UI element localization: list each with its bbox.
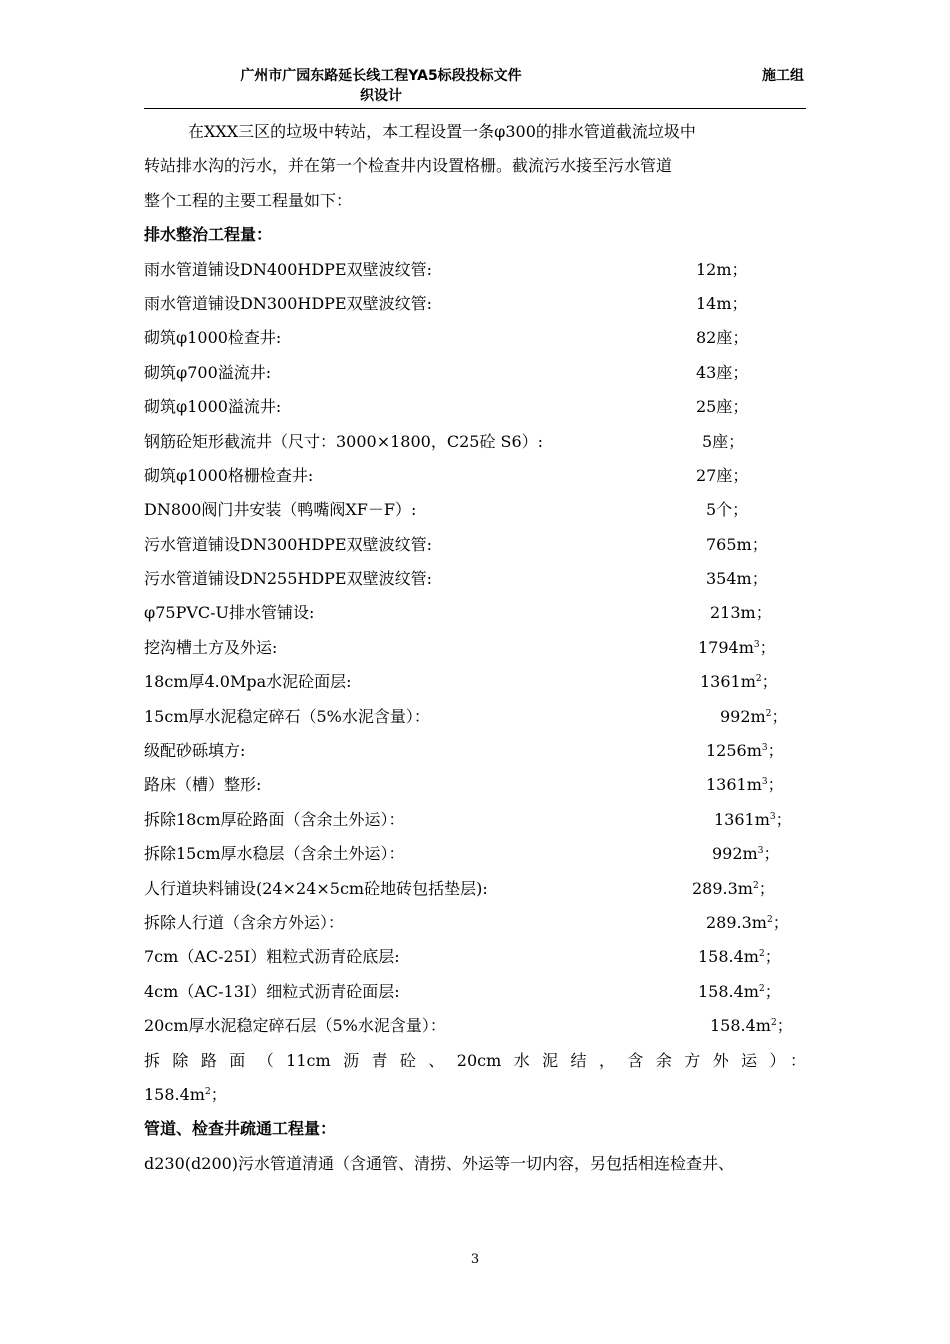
quantity-item-label: 砌筑φ1000溢流井: — [144, 397, 282, 417]
section-title-dredging: 管道、检查井疏通工程量： — [144, 1119, 337, 1139]
quantity-item-label: 挖沟槽土方及外运: — [144, 637, 278, 657]
quantity-item-value: $1361m^2$； — [700, 672, 778, 692]
quantity-item-value: $158.4m^2$； — [698, 947, 781, 967]
quantity-item-value: $1361m^3$； — [714, 809, 792, 829]
quantity-item-value: $158.4m^2$； — [710, 1016, 793, 1036]
quantity-item-value: $158.4m^2$； — [698, 981, 781, 1001]
quantity-item-value: $992m^2$； — [720, 706, 788, 726]
dredging-line-1: d230(d200)污水管道清通（含通管、清捞、外运等一切内容，另包括相连检查井、 — [144, 1153, 735, 1173]
quantity-item-value: $1794m^3$； — [698, 637, 776, 657]
quantity-item-label: 拆除人行道（含余方外运）： — [144, 912, 345, 932]
section-title-drainage: 排水整治工程量： — [144, 225, 273, 245]
quantity-item — [144, 253, 806, 287]
quantity-item-value: 43座； — [696, 362, 749, 382]
quantity-item-label: 砌筑φ1000检查井: — [144, 328, 282, 348]
quantity-item — [144, 493, 806, 527]
quantity-item-value: $992m^3$； — [712, 844, 780, 864]
intro-line-3: 整个工程的主要工程量如下： — [144, 190, 353, 210]
quantity-item-label: 20cm厚水泥稳定碎石层（5%水泥含量）： — [144, 1016, 446, 1036]
quantity-item-value: 12m； — [696, 259, 748, 279]
quantity-item-label: 15cm厚水泥稳定碎石（5%水泥含量）： — [144, 706, 430, 726]
quantity-item-long-label: 拆除路面（11cm沥青砼、20cm水泥结，含余方外运）： — [144, 1050, 806, 1070]
quantity-item-value: $289.3m^2$； — [706, 912, 789, 932]
quantity-item-label: 4cm（AC-13Ⅰ）细粒式沥青砼面层: — [144, 981, 400, 1001]
quantity-item — [144, 356, 806, 390]
quantity-item-label: 污水管道铺设DN300HDPE双壁波纹管: — [144, 534, 432, 554]
quantity-item-label: 人行道块料铺设(24×24×5cm砼地砖包括垫层): — [144, 878, 488, 898]
quantity-item — [144, 734, 806, 768]
quantity-item-value: $1361m^3$； — [706, 775, 784, 795]
document-body — [144, 115, 806, 1181]
quantity-item-long-value: $158.4m^2$； — [144, 1084, 227, 1104]
quantity-item-value: 354m； — [706, 569, 768, 589]
header-title-line2: 织设计 — [360, 88, 402, 104]
quantity-item — [144, 940, 806, 974]
quantity-item-label: 路床（槽）整形: — [144, 775, 262, 795]
quantity-item-value: 25座； — [696, 397, 749, 417]
header-title-line1: 广州市广园东路延长线工程YA5标段投标文件 — [240, 68, 522, 84]
quantity-item — [144, 321, 806, 355]
quantity-item-label: 7cm（AC-25Ⅰ）粗粒式沥青砼底层: — [144, 947, 400, 967]
quantity-item-value: 5个； — [706, 500, 749, 520]
quantity-item-value: 14m； — [696, 293, 748, 313]
quantity-item-value: 765m； — [706, 534, 768, 554]
quantity-item — [144, 872, 806, 906]
quantity-item-label: 钢筋砼矩形截流井（尺寸：3000×1800，C25砼 S6）: — [144, 431, 544, 451]
quantity-item — [144, 459, 806, 493]
page-number: 3 — [470, 1252, 480, 1267]
header-right-title: 施工组 — [762, 68, 804, 84]
quantity-item — [144, 803, 806, 837]
quantity-item-label: 雨水管道铺设DN400HDPE双壁波纹管: — [144, 259, 432, 279]
quantity-item — [144, 425, 806, 459]
header-left-title — [146, 66, 616, 106]
quantity-item-long — [144, 1044, 806, 1078]
quantity-item — [144, 906, 806, 940]
quantity-item-label: 18cm厚4.0Mpa水泥砼面层: — [144, 672, 352, 692]
quantity-item — [144, 700, 806, 734]
quantity-item-value: 213m； — [710, 603, 772, 623]
quantity-item-value: 27座； — [696, 465, 749, 485]
quantity-item-value: 5座； — [702, 431, 745, 451]
quantity-item — [144, 528, 806, 562]
quantity-item — [144, 1009, 806, 1043]
intro-line-1: 在XXX三区的垃圾中转站，本工程设置一条φ300的排水管道截流垃圾中 — [188, 122, 696, 141]
quantity-item — [144, 596, 806, 630]
quantity-item-label: 拆除18cm厚砼路面（含余土外运）： — [144, 809, 405, 829]
quantity-item-label: DN800阀门井安装（鸭嘴阀XF－F）: — [144, 500, 417, 520]
quantity-item — [144, 665, 806, 699]
quantity-item-label: 雨水管道铺设DN300HDPE双壁波纹管: — [144, 293, 432, 313]
quantity-item — [144, 768, 806, 802]
quantity-list — [144, 253, 806, 1044]
quantity-item — [144, 287, 806, 321]
quantity-item-label: 砌筑φ1000格栅检查井: — [144, 465, 314, 485]
quantity-item-label: 级配砂砾填方: — [144, 741, 246, 761]
quantity-item — [144, 562, 806, 596]
header-divider — [144, 108, 806, 109]
quantity-item — [144, 631, 806, 665]
intro-line-2: 转站排水沟的污水，并在第一个检查井内设置格栅。截流污水接至污水管道 — [144, 156, 673, 176]
quantity-item-label: 拆除15cm厚水稳层（含余土外运）： — [144, 844, 405, 864]
quantity-item-label: 污水管道铺设DN255HDPE双壁波纹管: — [144, 569, 432, 589]
quantity-item-label: 砌筑φ700溢流井: — [144, 362, 272, 382]
quantity-item — [144, 390, 806, 424]
quantity-item-label: φ75PVC-U排水管铺设: — [144, 603, 315, 623]
quantity-item-value: 82座； — [696, 328, 749, 348]
quantity-item-value: $289.3m^2$； — [692, 878, 775, 898]
quantity-item — [144, 837, 806, 871]
quantity-item — [144, 975, 806, 1009]
quantity-item-value: $1256m^3$； — [706, 741, 784, 761]
